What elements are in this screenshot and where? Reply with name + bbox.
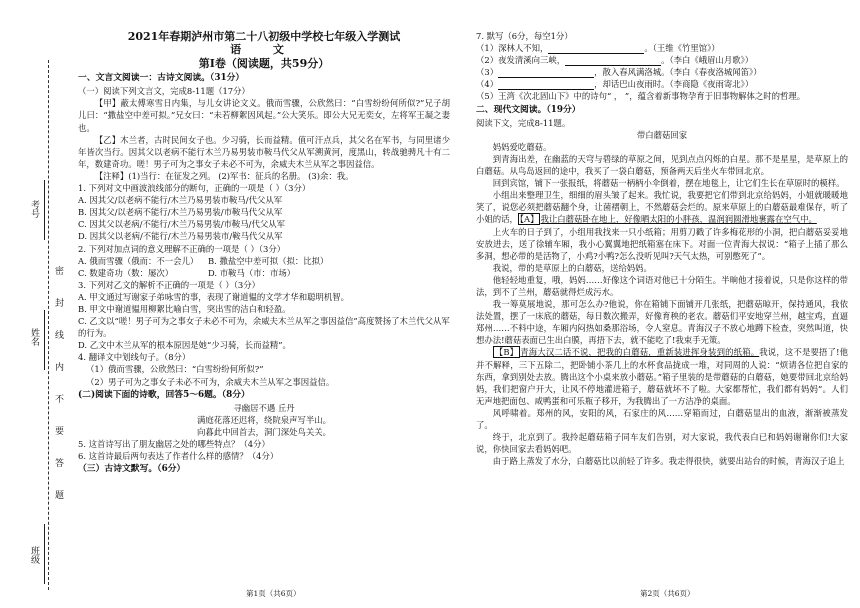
story-title: 带白蘑菇回家 bbox=[636, 129, 688, 140]
option: D. 乙文中木兰从军的根本原因是她“少习骑，长而益精”。 bbox=[78, 340, 291, 351]
option: A. 因其父/以老病不能行/木兰乃易男装市鞍马/代父从军 bbox=[78, 195, 283, 206]
option: A. 甲文通过写谢家子弟咏雪的事，表现了谢道韫的文学才华和聪明机智。 bbox=[78, 291, 349, 302]
question-5: 5. 这首诗写出了朋友幽居之处的哪些特点？（4分） bbox=[78, 439, 270, 449]
story-paragraph: 上火车的日子到了，小组用我找来一只小纸箱；用剪刀戳了许多梅花形的小洞，把白蘑菇妥妥地安放进去，送了徐辅车厢，我小心翼翼地把纸箱塞在床下。对面一位青海大叔说：“箱子上插了那么多洞，想必带的是活物了，小鸡?小鸭?怎么没听见叫?天气太热，可别憋死了”。 bbox=[476, 226, 848, 261]
exam-number-blank bbox=[44, 180, 45, 240]
binding-dashed-line bbox=[48, 60, 49, 590]
underlined-sentence-a: 我让白蘑菇卧在地上，好像晒太阳的小胖孩，温润润圆滑地裹露在空气中。 bbox=[540, 214, 817, 225]
section-volume-title: 第Ⅰ卷（阅读题，共59分） bbox=[198, 57, 330, 71]
story-paragraph: 终于，北京到了。我拎起蘑菇箱子同车友们告别，对大家说，我代表白已和妈妈谢谢你们!大家说，你快回家去看妈妈吧。 bbox=[476, 432, 848, 455]
translation-item: （2）男子可为之事女子未必不可为，余威夫木兰从军之事因益信。 bbox=[86, 376, 335, 387]
option: B. 因其父/以老病不能行/木兰乃易男装/市鞍马代父从军 bbox=[78, 207, 283, 218]
option: C. 因其父以老病/不能行/木兰乃易男装/市鞍马/代父从军 bbox=[78, 219, 285, 230]
page-number-right: 第2页（共6页） bbox=[640, 589, 695, 598]
option-row bbox=[78, 255, 450, 267]
answer-blank[interactable] bbox=[565, 56, 661, 66]
name-label: 姓名 bbox=[29, 328, 39, 346]
seal-mark: 密 bbox=[53, 266, 63, 275]
story-paragraph: 他轻轻地重复，哦，妈妈……好像这个词语对他已十分陌生。半晌他才接着说，只是你这样的带法，到不了兰州，蘑菇就得烂成污水。 bbox=[476, 274, 848, 297]
subsection-heading: （三）古诗文默写。（6分） bbox=[78, 464, 186, 475]
question-3: 3. 下列对乙文的解析不正确的一项是（ ）（3分） bbox=[78, 279, 260, 290]
section-heading: 一、文言文阅读一：古诗文阅读。（31分） bbox=[78, 73, 245, 84]
story-paragraph: 我说，带的是草原上的白蘑菇，送给妈妈。 bbox=[492, 262, 652, 273]
right-page bbox=[476, 30, 848, 467]
translation-item: （1）俄而雪骤，公欣然曰：“白雪纷纷何所似?” bbox=[86, 364, 264, 375]
name-blank bbox=[44, 310, 45, 370]
seal-mark: 答 bbox=[53, 458, 63, 467]
story-paragraph: 回到宾馆，铺下一张报纸，将蘑菇一柄柄小伞倒着，摆在地毯上，让它们生长在草原时的模样。 bbox=[492, 178, 845, 189]
seal-mark: 不 bbox=[53, 394, 63, 403]
binding-margin bbox=[8, 40, 68, 600]
story-paragraph: 风呼啸着。郑州的风，安阳的风，石家庄的风……穿箱而过，白蘑菇显出的血液，渐渐被蒸发了。 bbox=[476, 407, 848, 430]
mark-a: 【A】 bbox=[519, 214, 539, 225]
recitation-item: （1）深林人不知， 。（王维《竹里馆》） bbox=[476, 43, 720, 54]
option: D. 因其父以老病/不能行/木兰乃易男装市/鞍马代父从军 bbox=[78, 231, 283, 242]
exam-number-label: 考号 bbox=[29, 200, 39, 218]
annotation: 【注释】(1)当行：在征发之列。 (2)军书：征兵的名册。 (3)余：我。 bbox=[94, 170, 354, 181]
left-page bbox=[78, 30, 450, 476]
reading-instructions: 阅读下文，完成8-11题。 bbox=[476, 117, 571, 128]
question-1: 1. 下列对文中画波浪线部分的断句，正确的一项是（ ）（3分） bbox=[78, 183, 311, 194]
story-paragraph: 小组出来整理卫生，细细的眉头皱了起来。我忙说，我要把它们带到北京给妈妈，小姐就暖暖地笑了，说您必须把蘑菇翻个身，让菌褶朝上，不然蘑菇会烂的。原来草原上的白蘑菇最难保存，听了小姐的话， 【A】 我让白蘑菇卧在地上，好像晒太阳的小胖孩，温润润圆滑地裹露在空气中。 bbox=[476, 190, 848, 225]
story-paragraph: 由于路上蒸发了水分，白蘑菇比以前轻了许多。我走得很快，就要出站台的时候，青海汉子追上 bbox=[492, 456, 845, 467]
seal-mark: 封 bbox=[53, 298, 63, 307]
recitation-item-5: （5）王湾《次北固山下》中的诗句“ ， ”，蕴含着新事物孕育于旧事物解体之时的哲理。 bbox=[476, 91, 806, 102]
underlined-sentence-b: 青海大汉二话不说，把我的白蘑菇，重新装进挥身装到的纸箱。 bbox=[520, 347, 760, 358]
subsection-heading: （一）阅读下列文言文，完成8-11题（17分） bbox=[78, 86, 250, 97]
seal-mark: 题 bbox=[53, 490, 63, 499]
subject-title: 语 文 bbox=[230, 43, 298, 56]
recitation-item: （3） ，散入春风满洛城。（李白《春夜洛城闻笛》） bbox=[476, 67, 762, 78]
option: B. 甲文中谢道韫用柳絮比喻白雪，突出雪的洁白和轻盈。 bbox=[78, 303, 291, 314]
seal-mark: 内 bbox=[53, 362, 63, 371]
poem-line: 向暮此中回首去，洞门深处鸟关关。 bbox=[197, 426, 331, 437]
question-6: 6. 这首诗最后两句表达了作者什么样的感情？（4分） bbox=[78, 451, 279, 462]
passage-yi: 【乙】木兰者，古时民间女子也。少习骑，长而益精。值可汗点兵，其父名在军书，与同里诸少年皆次当行。因其父以老病不能行木兰乃易男装市鞍马代父从军溯黄河，度黑山，转战驰骋凡十有二年，数建奇功。嗟！男子可为之事女子未必不可为，余威夫木兰从军之事因益信。 bbox=[78, 134, 450, 169]
poem-line: 满庭花落还迟将，绕院泉声写半山。 bbox=[197, 414, 331, 425]
mark-b: 【B】 bbox=[494, 347, 519, 358]
page-number-left: 第1页（共6页） bbox=[246, 589, 301, 598]
option: C. 乙文以“嗟！男子可为之事女子未必不可为，余威夫木兰从军之事因益信”高度赞扬了木兰代父从军的行为。 bbox=[78, 316, 450, 339]
option: B. 撒盐空中差可拟（拟：比拟） bbox=[208, 255, 329, 266]
question-2: 2. 下列对加点词的意义理解不正确的一项是（ ）（3分） bbox=[78, 243, 286, 254]
answer-blank[interactable] bbox=[548, 44, 644, 54]
question-7: 7. 默写（6分，每空1分） bbox=[476, 31, 573, 41]
recitation-item: （2）夜发清溪向三峡， 。（李白《峨眉山月歌》） bbox=[476, 55, 754, 66]
passage-jia: 【甲】蔽太傅寒雪日内集，与儿女讲论文义。俄而雪骤，公欣然曰：“白雪纷纷何所似?”兄子胡儿曰：“撒盐空中差可拟。”兄女曰：“未若柳絮因风起。”公大笑乐。即公大兄无奕女，左将军王凝之妻也。 bbox=[78, 98, 450, 133]
recitation-item: （4） ，却话巴山夜雨时。（李商隐《夜雨寄北》） bbox=[476, 79, 754, 90]
answer-blank[interactable] bbox=[498, 68, 594, 78]
story-paragraph: 【B】 青海大汉二话不说，把我的白蘑菇，重新装进挥身装到的纸箱。我说，这不是要捂了!他并不解释，三下五除二，把卧铺小茶几上的水杯食品拢成一堆，对同周的人说：“烦请各位把自家的东西，拿到别处去放。腾出这个小桌来放小蘑菇。”箱子里装的是带蘑菇的白蘑菇，她要带回北京给妈妈，我们把窗户开大，让风不停地灌进箱子，蘑菇就坏不了啦。大家都帮忙，我们都有妈妈”。人们无声地把面包、咸鸭蛋和可乐瓶子移开，为我腾出了一方洁净的桌面。 bbox=[476, 347, 849, 406]
class-blank bbox=[44, 524, 45, 584]
subsection-heading: (二)阅读下面的诗歌，回答5～6题。（8分） bbox=[78, 389, 250, 400]
option: C. 数建奇功（数：屡次） bbox=[78, 267, 174, 278]
option-row bbox=[78, 267, 450, 279]
poem-title: 寻幽居不遇 丘丹 bbox=[233, 402, 295, 413]
seal-mark: 要 bbox=[53, 426, 63, 435]
section-heading: 二、现代文阅读。（19分） bbox=[476, 104, 581, 115]
class-label: 班级 bbox=[29, 546, 39, 564]
question-4: 4. 翻译文中划线句子。（8分） bbox=[78, 352, 191, 363]
exam-title: 2021年春期泸州市第二十八初级中学校七年级入学测试 bbox=[127, 30, 401, 43]
story-paragraph: 到青海出差，在幽蓝的天穹与碧绿的草原之间，见到点点闪烁的白星。那不是星星，是草原上的白蘑菇。从鸟岛返回的途中，我买了一袋白蘑菇，预备两天后坐火车带回北京。 bbox=[476, 153, 848, 177]
option: D. 市鞍马（市：市场） bbox=[208, 267, 296, 278]
answer-blank[interactable] bbox=[498, 80, 594, 90]
seal-mark: 线 bbox=[53, 330, 63, 339]
option: A. 俄而雪骤（俄而：不一会儿） bbox=[78, 255, 199, 266]
story-paragraph: 妈妈爱吃蘑菇。 bbox=[492, 141, 552, 152]
story-paragraph: 我一筹莫展地说，那可怎么办?他说，你在箱铺下面铺开几张纸，把蘑菇晾开，保持通风，我依法处置，摆了一床底的蘑菇，每日数次搬弄，好像育秧的老农。蘑菇们平安地穿兰州，越宝鸡，直逼郑州……不料中途，车厢内闷热如桑那浴场，令人窒息。青海汉子不放心地蹲下检查，突然叫道，快想办法!蘑菇表面已生出白膜，再捂下去，就不能吃了!我束手无策。 bbox=[476, 299, 848, 346]
